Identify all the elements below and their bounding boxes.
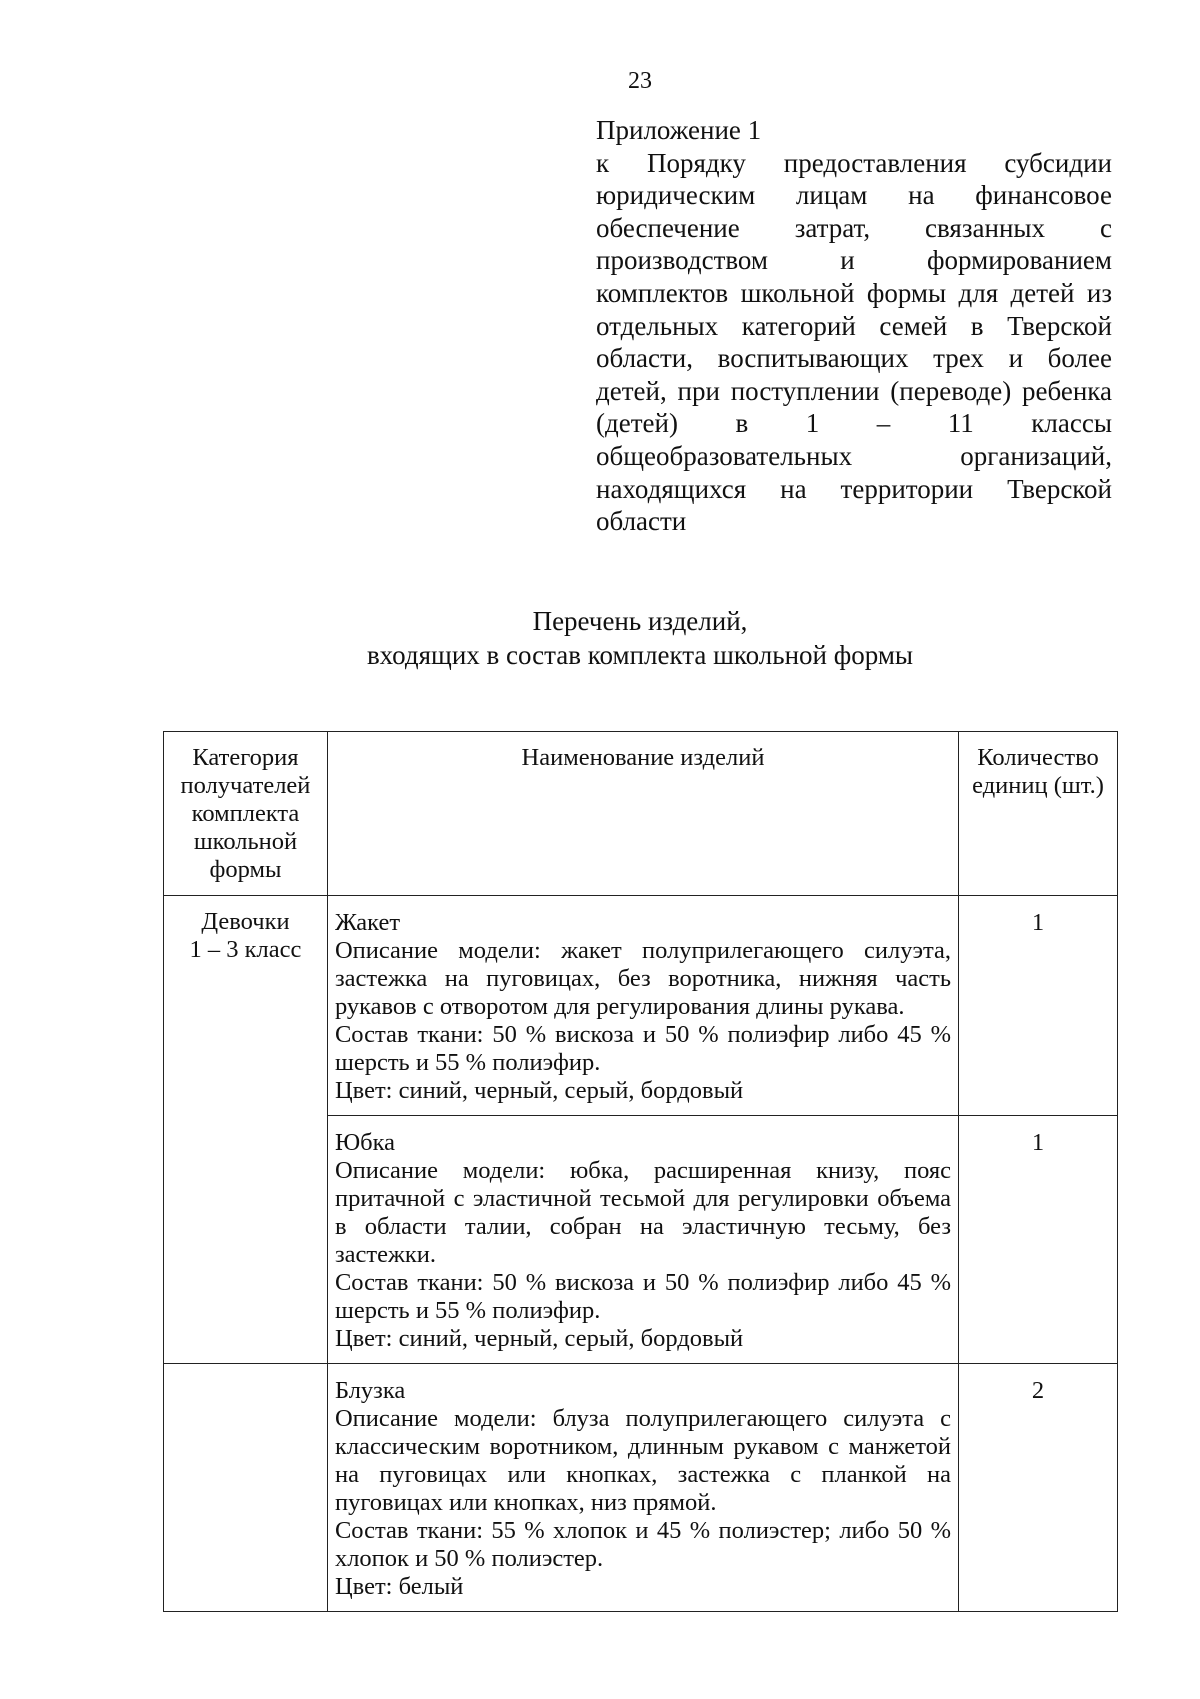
page-number: 23 (628, 68, 652, 94)
item-cell (327, 896, 958, 1116)
item-title: Жакет (334, 909, 401, 936)
list-title-line2: входящих в состав комплекта школьной формы (366, 640, 914, 670)
item-color: Цвет: синий, черный, серый, бордовый (334, 1077, 744, 1104)
item-fabric: Состав ткани: 50 % вискоза и 50 % полиэфир либо 45 % шерсть и 55 % полиэфир. (334, 1021, 952, 1076)
table-header-row (164, 732, 1118, 896)
list-title-line1: Перечень изделий, (532, 606, 748, 636)
category-cell-empty (164, 1364, 328, 1612)
quantity-cell: 1 (959, 896, 1118, 1116)
item-title: Юбка (334, 1129, 396, 1156)
quantity-cell: 1 (959, 1116, 1118, 1364)
appendix-block (596, 114, 1112, 538)
item-cell (327, 1364, 958, 1612)
appendix-title: Приложение 1 (596, 115, 762, 145)
header-name: Наименование изделий (327, 732, 958, 896)
item-title: Блузка (334, 1377, 406, 1404)
category-grade: 1 – 3 класс (189, 936, 302, 963)
items-table (163, 731, 1118, 1612)
appendix-text: к Порядку предоставления субсидии юридическим лицам на финансовое обеспечение затрат, связанных с производством и формированием комплектов школьной формы для детей из отдельных категорий семей в Тверской области, воспитывающих трех и более детей, при поступлении (переводе) ребенка (детей) в 1 – 11 классы общеобразовательных организаций, находящихся на территории Тверской области (596, 147, 1112, 537)
category-cell (164, 896, 328, 1364)
category-label: Девочки (201, 908, 290, 935)
item-description: Описание модели: блуза полуприлегающего силуэта с классическим воротником, длинным рукавом с манжетой на пуговицах или кнопках, застежка с планкой на пуговицах или кнопках, низ прямой. (334, 1405, 952, 1516)
quantity-cell: 2 (959, 1364, 1118, 1612)
header-quantity: Количество единиц (шт.) (959, 732, 1118, 896)
item-description: Описание модели: юбка, расширенная книзу, пояс притачной с эластичной тесьмой для регулировки объема в области талии, собран на эластичную тесьму, без застежки. (334, 1157, 952, 1268)
item-fabric: Состав ткани: 55 % хлопок и 45 % полиэстер; либо 50 % хлопок и 50 % полиэстер. (334, 1517, 952, 1572)
table-row (164, 896, 1118, 1116)
item-color: Цвет: синий, черный, серый, бордовый (334, 1325, 744, 1352)
item-color: Цвет: белый (334, 1573, 464, 1600)
item-fabric: Состав ткани: 50 % вискоза и 50 % полиэфир либо 45 % шерсть и 55 % полиэфир. (334, 1269, 952, 1324)
header-category: Категория получателей комплекта школьной формы (164, 732, 328, 896)
table-row (164, 1364, 1118, 1612)
item-cell (327, 1116, 958, 1364)
list-title (0, 604, 1200, 672)
item-description: Описание модели: жакет полуприлегающего силуэта, застежка на пуговицах, без воротника, нижняя часть рукавов с отворотом для регулирования длины рукава. (334, 937, 952, 1020)
